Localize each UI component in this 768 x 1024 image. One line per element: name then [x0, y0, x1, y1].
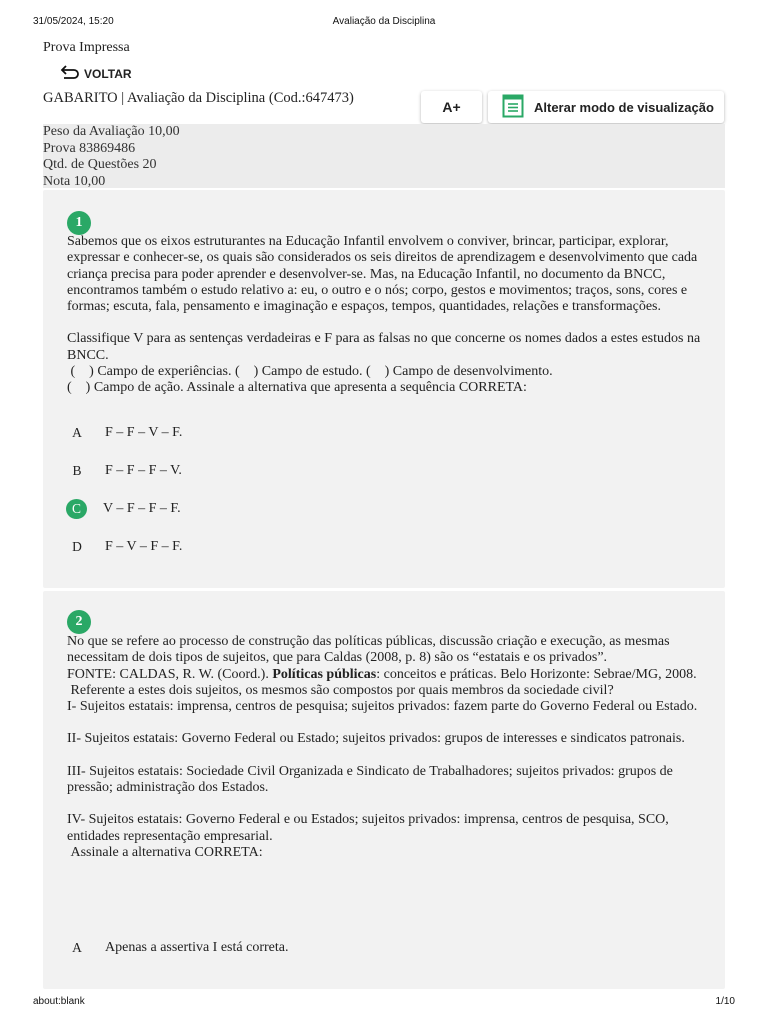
question-number-badge: 1: [67, 211, 91, 235]
question-paragraph: ( ) Campo de experiências. ( ) Campo de estudo. ( ) Campo de desenvolvimento.: [67, 364, 553, 380]
alternative-option[interactable]: [65, 938, 288, 958]
question-paragraph: Sabemos que os eixos estruturantes na Educação Infantil envolvem o conviver, brincar, participar, explorar, expressar e conhecer-se, os quais são considerados os seis direitos de aprendizagem e desenvolvimento que cada criança precisa para poder aprender e desenvolver-se. Mas, na Educação Infantil, no documento da BNCC, encontramos também o estudo relativo a: eu, o outro e o nós; corpo, gestos e movimentos; traços, sons, cores e formas; escuta, fala, pensamento e imaginação e espaços, tempos, quantidades, relações e transformações.: [67, 234, 698, 315]
question-paragraph: No que se refere ao processo de construção das políticas públicas, discussão criação e execução, as mesmas necessitam de dois tipos de sujeitos, que para Caldas (2008, p. 8) são os “estatais e os privados”.: [67, 634, 670, 666]
question-text: [67, 634, 707, 861]
back-arrow-icon: [60, 64, 80, 83]
question-text: [67, 234, 707, 397]
alternative-text: F – F – F – V.: [105, 463, 182, 478]
print-url: about:blank: [33, 996, 85, 1007]
gabarito-title: GABARITO | Avaliação da Disciplina (Cod.:647473): [43, 90, 354, 106]
view-mode-button[interactable]: [488, 91, 724, 123]
question-card: [43, 190, 725, 588]
question-paragraph: Assinale a alternativa CORRETA:: [67, 844, 263, 860]
back-button[interactable]: [60, 64, 132, 83]
assertion-iv: IV- Sujeitos estatais: Governo Federal e ou Estados; sujeitos privados: imprensa, centros de pesquisa, SCO, entidades representação empresarial.: [67, 812, 669, 844]
citation-prefix: FONTE: CALDAS, R. W. (Coord.).: [67, 666, 273, 682]
font-size-button[interactable]: A+: [421, 91, 482, 123]
page-heading: Prova Impressa: [43, 40, 130, 55]
alternative-letter: A: [72, 425, 82, 440]
alternative-text: Apenas a assertiva I está correta.: [105, 940, 289, 955]
assertion-iii: III- Sujeitos estatais: Sociedade Civil Organizada e Sindicato de Trabalhadores; sujeitos privados: grupos de pressão; administração dos Estados.: [67, 763, 673, 796]
assertion-i: I- Sujeitos estatais: imprensa, centros de pesquisa; sujeitos privados: fazem parte do Governo Federal ou Estado.: [67, 699, 698, 715]
alternative-option[interactable]: [65, 461, 182, 481]
alternative-option-correct[interactable]: [65, 499, 181, 519]
document-icon: [502, 94, 524, 121]
alternative-text: F – V – F – F.: [105, 539, 183, 554]
summary-peso: Peso da Avaliação 10,00: [43, 124, 180, 139]
print-datetime: 31/05/2024, 15:20: [33, 16, 114, 27]
assertion-ii: II- Sujeitos estatais: Governo Federal ou Estado; sujeitos privados: grupos de interesses e sindicatos patronais.: [67, 731, 685, 747]
summary-qtd: Qtd. de Questões 20: [43, 157, 157, 172]
alternative-text: F – F – V – F.: [105, 425, 183, 440]
view-mode-label: Alterar modo de visualização: [534, 99, 714, 115]
evaluation-summary: [43, 124, 725, 188]
question-paragraph: Referente a estes dois sujeitos, os mesmos são compostos por quais membros da sociedade civil?: [67, 682, 614, 698]
print-page-number: 1/10: [715, 996, 735, 1007]
summary-prova: Prova 83869486: [43, 140, 136, 156]
print-page-title: Avaliação da Disciplina: [332, 16, 436, 27]
question-card: [43, 591, 725, 989]
alternative-letter: D: [72, 539, 82, 554]
source-citation: [67, 667, 707, 683]
question-number-badge: 2: [67, 610, 91, 634]
question-paragraph: Classifique V para as sentenças verdadeiras e F para as falsas no que concerne os nomes dados a estes estudos na BNCC.: [67, 331, 701, 363]
back-label: VOLTAR: [84, 66, 132, 81]
alternative-letter-correct: C: [66, 499, 87, 519]
print-footer: [0, 996, 768, 1010]
alternative-letter: B: [72, 463, 82, 478]
question-paragraph: ( ) Campo de ação. Assinale a alternativa que apresenta a sequência CORRETA:: [67, 380, 527, 396]
alternative-option[interactable]: [65, 423, 182, 443]
alternative-text: V – F – F – F.: [103, 501, 181, 516]
summary-nota: Nota 10,00: [43, 173, 106, 189]
alternative-option[interactable]: [65, 537, 182, 557]
print-header: [0, 16, 768, 30]
citation-title: Políticas públicas: [272, 666, 377, 682]
citation-suffix: : conceitos e práticas. Belo Horizonte: Sebrae/MG, 2008.: [376, 666, 697, 682]
alternative-letter: A: [72, 940, 82, 955]
